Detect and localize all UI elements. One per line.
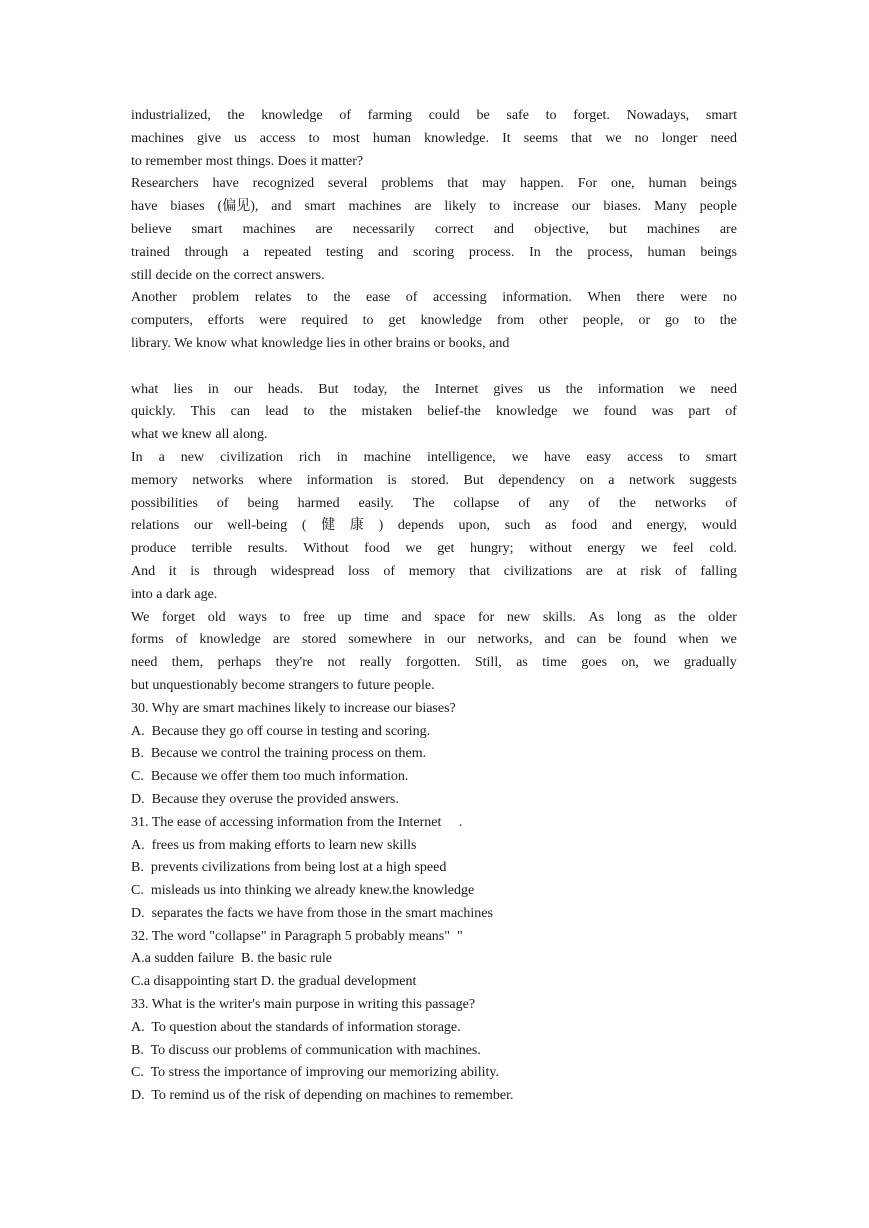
text-line: forms of knowledge are stored somewhere in our networks, and can be found when we [131, 632, 737, 648]
text-line: Researchers have recognized several problems that may happen. For one, human beings [131, 176, 737, 192]
document-page [131, 105, 737, 1108]
text-line: memory networks where information is stored. But dependency on a network suggests [131, 472, 737, 488]
text-line: possibilities of being harmed easily. The collapse of any of the networks of [131, 495, 737, 511]
question-stem: 32. The word "collapse" in Paragraph 5 probably means" " [131, 928, 463, 944]
text-line: computers, efforts were required to get knowledge from other people, or go to the [131, 313, 737, 329]
text-line: but unquestionably become strangers to future people. [131, 677, 435, 693]
text-line: what we knew all along. [131, 427, 268, 443]
text-line: industrialized, the knowledge of farming could be safe to forget. Nowadays, smart [131, 108, 737, 123]
text-line: believe smart machines are necessarily correct and objective, but machines are [131, 221, 737, 237]
questions-section [131, 698, 737, 1108]
text-line: need them, perhaps they're not really forgotten. Still, as time goes on, we gradually [131, 655, 737, 671]
text-line: what lies in our heads. But today, the Internet gives us the information we need [131, 381, 737, 397]
text-line: Another problem relates to the ease of accessing information. When there were no [131, 290, 737, 306]
answer-option: D. separates the facts we have from those in the smart machines [131, 905, 493, 921]
answer-option: D. Because they overuse the provided answers. [131, 791, 399, 807]
answer-option: A. To question about the standards of information storage. [131, 1019, 461, 1035]
paragraph-gap [131, 356, 737, 379]
text-line: trained through a repeated testing and scoring process. In the process, human beings [131, 244, 737, 260]
answer-option: A.a sudden failure B. the basic rule [131, 951, 332, 967]
answer-option: B. prevents civilizations from being lost at a high speed [131, 860, 447, 876]
question-stem: 30. Why are smart machines likely to increase our biases? [131, 700, 456, 716]
answer-option: C. Because we offer them too much information. [131, 769, 409, 785]
text-line: We forget old ways to free up time and space for new skills. As long as the older [131, 609, 737, 625]
passage-section-1 [131, 105, 737, 356]
question-stem: 33. What is the writer's main purpose in writing this passage? [131, 997, 476, 1013]
text-line: into a dark age. [131, 586, 218, 602]
text-line: In a new civilization rich in machine intelligence, we have easy access to smart [131, 449, 737, 465]
answer-option: C. misleads us into thinking we already knew.the knowledge [131, 883, 475, 899]
text-line: machines give us access to most human knowledge. It seems that we no longer need [131, 130, 737, 146]
answer-option: B. To discuss our problems of communication with machines. [131, 1042, 481, 1058]
answer-option: B. Because we control the training process on them. [131, 746, 427, 762]
passage-section-2 [131, 379, 737, 698]
text-line: still decide on the correct answers. [131, 267, 325, 283]
answer-option: D. To remind us of the risk of depending on machines to remember. [131, 1088, 514, 1104]
answer-option: C. To stress the importance of improving our memorizing ability. [131, 1065, 500, 1081]
text-line: have biases (偏见), and smart machines are likely to increase our biases. Many people [131, 199, 737, 215]
text-line: relations our well-being ( 健 康 ) depends upon, such as food and energy, would [131, 518, 737, 534]
answer-option: A. frees us from making efforts to learn new skills [131, 837, 417, 853]
text-line: quickly. This can lead to the mistaken belief-the knowledge we found was part of [131, 404, 737, 420]
answer-option: A. Because they go off course in testing and scoring. [131, 723, 431, 739]
answer-option: C.a disappointing start D. the gradual development [131, 974, 417, 990]
text-line: library. We know what knowledge lies in other brains or books, and [131, 335, 510, 351]
text-line: produce terrible results. Without food we get hungry; without energy we feel cold. [131, 541, 737, 557]
text-line: And it is through widespread loss of memory that civilizations are at risk of falling [131, 563, 737, 579]
text-line: to remember most things. Does it matter? [131, 153, 364, 169]
question-stem: 31. The ease of accessing information from the Internet . [131, 814, 463, 830]
